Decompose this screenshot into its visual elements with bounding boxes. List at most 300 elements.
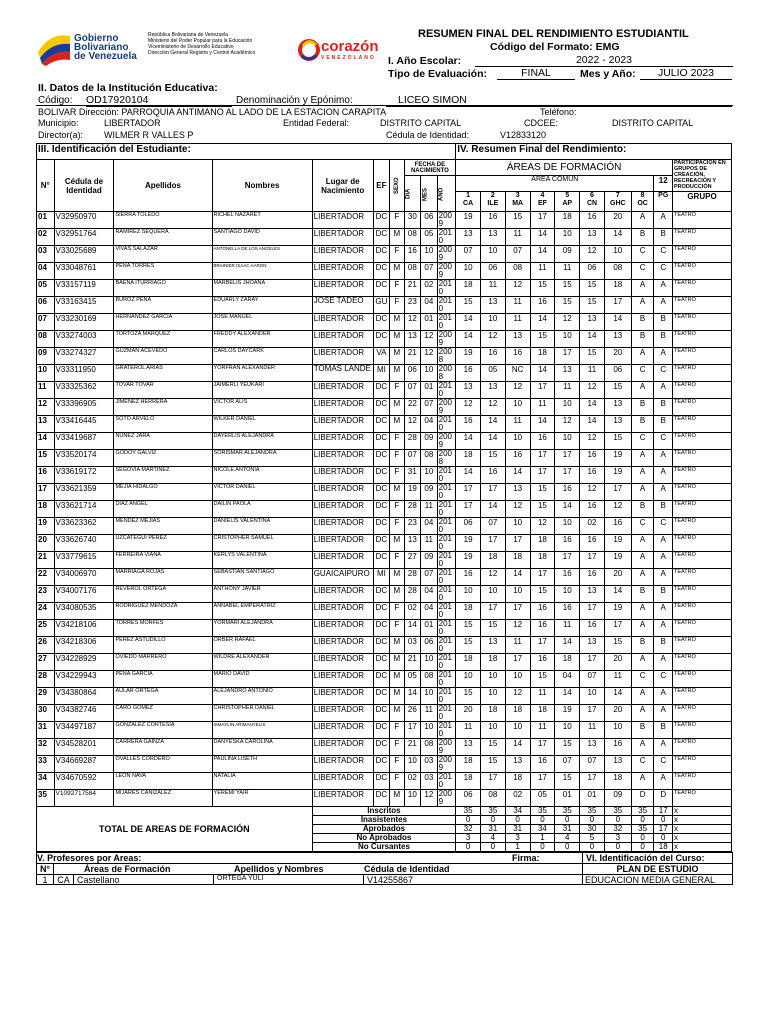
cell-ghc: 20	[604, 569, 631, 586]
cell-ap: 13	[555, 365, 580, 382]
cell-nombres: PAULINA LISETH	[212, 756, 312, 773]
cell-lugar: LIBERTADOR	[312, 212, 373, 229]
totals-name: Aprobados	[312, 825, 456, 834]
cell-ef-grade: 16	[530, 433, 555, 450]
cell-dia: 07	[404, 450, 421, 467]
totals-value: 0	[631, 816, 654, 825]
cell-oc: A	[631, 348, 654, 365]
cell-nombres: ANTHONY JAVIER	[212, 586, 312, 603]
cell-cn: 13	[580, 229, 605, 246]
col-no: N°	[37, 160, 55, 212]
cell-pg: B	[654, 637, 673, 654]
cell-ef-grade: 11	[530, 688, 555, 705]
eval-type: FINAL	[497, 67, 575, 80]
cell-ano: 2010	[437, 688, 456, 705]
cell-dia: 21	[404, 280, 421, 297]
totals-value: 35	[480, 807, 505, 816]
cell-ile: 13	[480, 382, 505, 399]
cell-ano: 2008	[437, 348, 456, 365]
cell-lugar: LIBERTADOR	[312, 552, 373, 569]
cell-dia: 12	[404, 314, 421, 331]
cell-cedula: V34229943	[54, 671, 114, 688]
col-sexo: SEXO	[390, 160, 404, 212]
cell-sexo: M	[390, 637, 404, 654]
cell-ghc: 18	[604, 773, 631, 790]
cell-cedula: V33779615	[54, 552, 114, 569]
cell-ca: 19	[456, 535, 481, 552]
table-row	[37, 705, 732, 722]
cell-ap: 19	[555, 705, 580, 722]
cell-grupo: TEATRO	[673, 246, 732, 263]
cell-row-no: 18	[37, 501, 55, 518]
totals-value: 3	[456, 834, 481, 843]
cell-ghc: 15	[604, 382, 631, 399]
cell-lugar: LIBERTADOR	[312, 246, 373, 263]
cell-cedula: V33621714	[54, 501, 114, 518]
ent-label: Entidad Federal:	[283, 118, 350, 128]
subject-code: MA	[512, 200, 524, 207]
table-row	[37, 637, 732, 654]
cell-nombres: ALEJANDRO ANTONIO	[212, 688, 312, 705]
cell-ile: 12	[480, 331, 505, 348]
cell-lugar: JOSE TADEO	[312, 297, 373, 314]
cell-ghc: 19	[604, 450, 631, 467]
cell-dia: 28	[404, 569, 421, 586]
cell-sexo: F	[390, 773, 404, 790]
cell-nombres: VICTOR DANIEL	[212, 484, 312, 501]
cell-nombres: KERLYS VALENTINA	[212, 552, 312, 569]
cell-ef-grade: 17	[530, 467, 555, 484]
cell-cn: 17	[580, 773, 605, 790]
totals-value: 32	[456, 825, 481, 834]
institution-section-title: II. Datos de la Institución Educativa:	[38, 82, 218, 94]
cell-row-no: 14	[37, 433, 55, 450]
cell-ca: 19	[456, 552, 481, 569]
cell-cedula: V33157119	[54, 280, 114, 297]
cell-ca: 18	[456, 773, 481, 790]
cell-lugar: LIBERTADOR	[312, 620, 373, 637]
cell-ef-grade: 17	[530, 212, 555, 229]
cell-ile: 11	[480, 280, 505, 297]
cell-ghc: 09	[604, 790, 631, 807]
director-name: WILMER R VALLES P	[104, 130, 194, 140]
cell-lugar: LIBERTADOR	[312, 382, 373, 399]
cell-mes: 04	[421, 297, 438, 314]
cell-ano: 2010	[437, 671, 456, 688]
cell-row-no: 31	[37, 722, 55, 739]
cell-ca: 10	[456, 263, 481, 280]
cell-cn: 17	[580, 552, 605, 569]
cell-pg: B	[654, 314, 673, 331]
cell-row-no: 13	[37, 416, 55, 433]
cell-mes: 10	[421, 246, 438, 263]
cell-ef: DC	[373, 518, 390, 535]
cell-cedula: V33048761	[54, 263, 114, 280]
subject-number: 6	[590, 192, 594, 199]
cell-row-no: 23	[37, 586, 55, 603]
cell-pg: A	[654, 297, 673, 314]
cell-pg: B	[654, 586, 673, 603]
cell-sexo: M	[390, 331, 404, 348]
cell-cn: 17	[580, 603, 605, 620]
cell-ile: 17	[480, 603, 505, 620]
cell-ghc: 12	[604, 501, 631, 518]
cell-ghc: 14	[604, 688, 631, 705]
cell-sexo: M	[390, 705, 404, 722]
table-row	[37, 331, 732, 348]
cell-cn: 15	[580, 348, 605, 365]
cell-pg: C	[654, 518, 673, 535]
cell-row-no: 08	[37, 331, 55, 348]
cell-cedula: V33621359	[54, 484, 114, 501]
cell-apellidos: JIMENEZ HERRERA	[114, 399, 212, 416]
cell-oc: B	[631, 416, 654, 433]
cell-sexo: F	[390, 603, 404, 620]
cell-ghc: 06	[604, 365, 631, 382]
col-mes: MES	[421, 176, 438, 212]
cell-cn: 17	[580, 654, 605, 671]
subject-code: ILE	[487, 200, 499, 207]
cell-ile: 15	[480, 739, 505, 756]
cell-ef: DC	[373, 382, 390, 399]
cell-apellidos: UZCATEGUI PEREZ	[114, 535, 212, 552]
table-row	[37, 671, 732, 688]
cell-ef-grade: 18	[530, 705, 555, 722]
cell-ghc: 13	[604, 416, 631, 433]
month-year: JULIO 2023	[640, 67, 732, 80]
totals-value: 3	[604, 834, 631, 843]
subject-col-ghc	[604, 192, 631, 212]
cell-pg: B	[654, 722, 673, 739]
cell-dia: 08	[404, 229, 421, 246]
cell-lugar: LIBERTADOR	[312, 603, 373, 620]
cell-row-no: 28	[37, 671, 55, 688]
cell-ca: 17	[456, 501, 481, 518]
cell-pg: B	[654, 501, 673, 518]
cell-ano: 2010	[437, 297, 456, 314]
cell-ano: 2010	[437, 637, 456, 654]
cell-ile: 13	[480, 637, 505, 654]
cell-cn: 11	[580, 365, 605, 382]
cell-ma: 12	[505, 501, 530, 518]
totals-value: 1	[505, 843, 530, 852]
cell-ca: 14	[456, 467, 481, 484]
totals-value: 0	[631, 834, 654, 843]
cell-ef-grade: 16	[530, 620, 555, 637]
cell-dia: 19	[404, 484, 421, 501]
cell-oc: A	[631, 739, 654, 756]
cell-ca: 13	[456, 382, 481, 399]
cell-sexo: F	[390, 620, 404, 637]
cell-mes: 04	[421, 518, 438, 535]
cell-ef-grade: 18	[530, 348, 555, 365]
table-row	[37, 654, 732, 671]
subject-col-oc	[631, 192, 654, 212]
cell-pg: A	[654, 450, 673, 467]
cell-apellidos: FERREIRA VIANA	[114, 552, 212, 569]
cell-nombres: YEREMI YAIR	[212, 790, 312, 807]
cell-dia: 23	[404, 518, 421, 535]
cell-ile: 10	[480, 586, 505, 603]
cell-ma: 10	[505, 399, 530, 416]
cell-ma: 11	[505, 229, 530, 246]
totals-value: 4	[555, 834, 580, 843]
cell-sexo: M	[390, 416, 404, 433]
cell-oc: C	[631, 518, 654, 535]
cell-row-no: 03	[37, 246, 55, 263]
cell-ile: 12	[480, 399, 505, 416]
cell-row-no: 26	[37, 637, 55, 654]
cell-row-no: 30	[37, 705, 55, 722]
cell-ma: 16	[505, 348, 530, 365]
cell-cn: 07	[580, 756, 605, 773]
table-row	[37, 688, 732, 705]
cell-ma: 10	[505, 671, 530, 688]
cell-apellidos: REVEROL ORTEGA	[114, 586, 212, 603]
cell-grupo: TEATRO	[673, 450, 732, 467]
cell-ef: DC	[373, 484, 390, 501]
cell-ef: DC	[373, 314, 390, 331]
cell-ma: 12	[505, 620, 530, 637]
cdcee-value: DISTRITO CAPITAL	[612, 118, 694, 128]
col-fecha: FECHA DE NACIMIENTO	[404, 160, 456, 176]
cell-ap: 04	[555, 671, 580, 688]
cell-oc: A	[631, 382, 654, 399]
cell-oc: A	[631, 535, 654, 552]
cdcee-label: CDCEE:	[524, 118, 559, 128]
subject-code: CA	[463, 200, 474, 207]
cell-ef: DC	[373, 586, 390, 603]
cell-ile: 14	[480, 433, 505, 450]
cell-cn: 12	[580, 433, 605, 450]
cell-ile: 17	[480, 773, 505, 790]
cell-ca: 18	[456, 450, 481, 467]
cell-oc: A	[631, 484, 654, 501]
teacher-name: ORTEGA YULI	[214, 875, 364, 884]
cell-ano: 2009	[437, 433, 456, 450]
cell-ef-grade: 18	[530, 535, 555, 552]
cell-oc: A	[631, 297, 654, 314]
footer-apellidos-header: Apellidos y Nombres	[234, 864, 324, 874]
cell-ghc: 10	[604, 722, 631, 739]
cell-lugar: LIBERTADOR	[312, 705, 373, 722]
cell-apellidos: VIVAS SALAZAR	[114, 246, 212, 263]
cell-ef-grade: 16	[530, 756, 555, 773]
cell-lugar: LIBERTADOR	[312, 314, 373, 331]
cell-ef: DC	[373, 535, 390, 552]
totals-value: 35	[631, 825, 654, 834]
cell-dia: 23	[404, 297, 421, 314]
cell-ap: 17	[555, 450, 580, 467]
cell-apellidos: MARRIAGA ROJAS	[114, 569, 212, 586]
totals-value: 34	[530, 825, 555, 834]
col-grupo: GRUPO	[673, 192, 732, 212]
cell-sexo: F	[390, 246, 404, 263]
cell-nombres: SANTIAGO DAVID	[212, 229, 312, 246]
totals-value: 35	[604, 807, 631, 816]
cell-ef-grade: 16	[530, 654, 555, 671]
subject-code: EF	[537, 200, 547, 207]
cell-ef: DC	[373, 739, 390, 756]
cell-ef-grade: 15	[530, 586, 555, 603]
subject-number: 4	[540, 192, 545, 199]
cell-ca: 14	[456, 331, 481, 348]
totals-value: 0	[654, 834, 673, 843]
table-row	[37, 722, 732, 739]
subject-code: CN	[586, 200, 598, 207]
cell-row-no: 02	[37, 229, 55, 246]
cell-dia: 03	[404, 637, 421, 654]
cell-mes: 11	[421, 705, 438, 722]
cell-apellidos: MEJIA HIDALGO	[114, 484, 212, 501]
cell-grupo: TEATRO	[673, 484, 732, 501]
table-row	[37, 246, 732, 263]
cell-cedula: V32951764	[54, 229, 114, 246]
cell-sexo: F	[390, 280, 404, 297]
cell-sexo: F	[390, 450, 404, 467]
cell-pg: C	[654, 671, 673, 688]
cell-ca: 16	[456, 416, 481, 433]
cell-ca: 07	[456, 246, 481, 263]
cell-ap: 01	[555, 790, 580, 807]
cell-lugar: LIBERTADOR	[312, 450, 373, 467]
table-row	[37, 603, 732, 620]
cell-row-no: 11	[37, 382, 55, 399]
footer-no-header: N°	[37, 864, 54, 874]
cell-cn: 13	[580, 314, 605, 331]
cell-ef: DC	[373, 756, 390, 773]
format-code: Código del Formato: EMG	[490, 41, 620, 53]
cell-ef-grade: 18	[530, 552, 555, 569]
totals-name: No Cursantes	[312, 843, 456, 852]
cell-cn: 13	[580, 739, 605, 756]
footer-section	[36, 852, 733, 885]
cell-oc: A	[631, 552, 654, 569]
cell-ap: 12	[555, 314, 580, 331]
cell-cn: 16	[580, 501, 605, 518]
totals-value: 32	[604, 825, 631, 834]
totals-value: x	[673, 825, 732, 834]
cell-ef: DC	[373, 603, 390, 620]
cell-ap: 10	[555, 331, 580, 348]
cell-dia: 13	[404, 535, 421, 552]
cell-ghc: 16	[604, 518, 631, 535]
cell-dia: 28	[404, 501, 421, 518]
cell-ef-grade: 17	[530, 637, 555, 654]
cell-nombres: DAILIN PAOLA	[212, 501, 312, 518]
cell-ile: 17	[480, 484, 505, 501]
cell-sexo: M	[390, 263, 404, 280]
cell-ef: DC	[373, 688, 390, 705]
cell-ghc: 19	[604, 535, 631, 552]
cell-apellidos: GRATEROL ARIAS	[114, 365, 212, 382]
totals-value: 5	[580, 834, 605, 843]
totals-value: 17	[654, 807, 673, 816]
cell-ef: DC	[373, 246, 390, 263]
cell-ap: 10	[555, 399, 580, 416]
table-row	[37, 399, 732, 416]
cell-pg: A	[654, 603, 673, 620]
cell-cn: 16	[580, 535, 605, 552]
cell-ca: 20	[456, 705, 481, 722]
cell-apellidos: NUÑEZ JARA	[114, 433, 212, 450]
cell-apellidos: GODOY GALVIZ	[114, 450, 212, 467]
cell-dia: 30	[404, 212, 421, 229]
cell-grupo: TEATRO	[673, 467, 732, 484]
cell-ca: 10	[456, 586, 481, 603]
cell-cn: 12	[580, 484, 605, 501]
cell-ano: 2010	[437, 314, 456, 331]
cell-ap: 16	[555, 569, 580, 586]
cell-ma: 07	[505, 246, 530, 263]
cell-oc: B	[631, 722, 654, 739]
cell-lugar: LIBERTADOR	[312, 518, 373, 535]
institution-address: BOLIVAR Dirección: PARROQUIA ANTIMANO AL LADO DE LA ESTACION CARAPITA	[38, 107, 387, 117]
cell-ano: 2010	[437, 416, 456, 433]
cell-mes: 06	[421, 212, 438, 229]
cell-nombres: DANYESKA CAROLINA	[212, 739, 312, 756]
cell-cedula: V34380864	[54, 688, 114, 705]
cell-pg: A	[654, 467, 673, 484]
cell-ca: 15	[456, 297, 481, 314]
cell-mes: 07	[421, 263, 438, 280]
cell-apellidos: BUROZ PEÑA	[114, 297, 212, 314]
cell-ghc: 15	[604, 637, 631, 654]
cell-row-no: 32	[37, 739, 55, 756]
cell-grupo: TEATRO	[673, 314, 732, 331]
cell-ap: 18	[555, 212, 580, 229]
cell-oc: A	[631, 467, 654, 484]
cell-nombres: NICOLE ANTONIA	[212, 467, 312, 484]
cell-ap: 09	[555, 246, 580, 263]
totals-value: 0	[456, 843, 481, 852]
table-row	[37, 739, 732, 756]
table-row	[37, 620, 732, 637]
totals-value: 0	[555, 843, 580, 852]
cell-ef-grade: 15	[530, 484, 555, 501]
cell-row-no: 27	[37, 654, 55, 671]
table-row	[37, 501, 732, 518]
cell-ap: 17	[555, 552, 580, 569]
cell-grupo: TEATRO	[673, 416, 732, 433]
cell-ma: 10	[505, 518, 530, 535]
cell-apellidos: OVIEDO MARRERO	[114, 654, 212, 671]
cell-ma: 11	[505, 297, 530, 314]
cell-ca: 15	[456, 620, 481, 637]
cell-pg: A	[654, 280, 673, 297]
cell-grupo: TEATRO	[673, 705, 732, 722]
cell-ma: 13	[505, 484, 530, 501]
cell-ca: 12	[456, 399, 481, 416]
cell-mes: 09	[421, 484, 438, 501]
table-row	[37, 756, 732, 773]
cell-oc: A	[631, 280, 654, 297]
cell-apellidos: TORRES MORFES	[114, 620, 212, 637]
cell-row-no: 01	[37, 212, 55, 229]
cell-dia: 17	[404, 722, 421, 739]
cell-dia: 28	[404, 586, 421, 603]
cell-mes: 11	[421, 535, 438, 552]
cell-sexo: M	[390, 671, 404, 688]
cell-ile: 16	[480, 348, 505, 365]
cell-lugar: LIBERTADOR	[312, 790, 373, 807]
subject-number: 5	[565, 192, 570, 199]
course-section-title: VI. Identificación del Curso:	[582, 853, 732, 863]
cell-mes: 07	[421, 399, 438, 416]
cell-pg: C	[654, 263, 673, 280]
cell-ghc: 15	[604, 433, 631, 450]
cell-sexo: F	[390, 552, 404, 569]
